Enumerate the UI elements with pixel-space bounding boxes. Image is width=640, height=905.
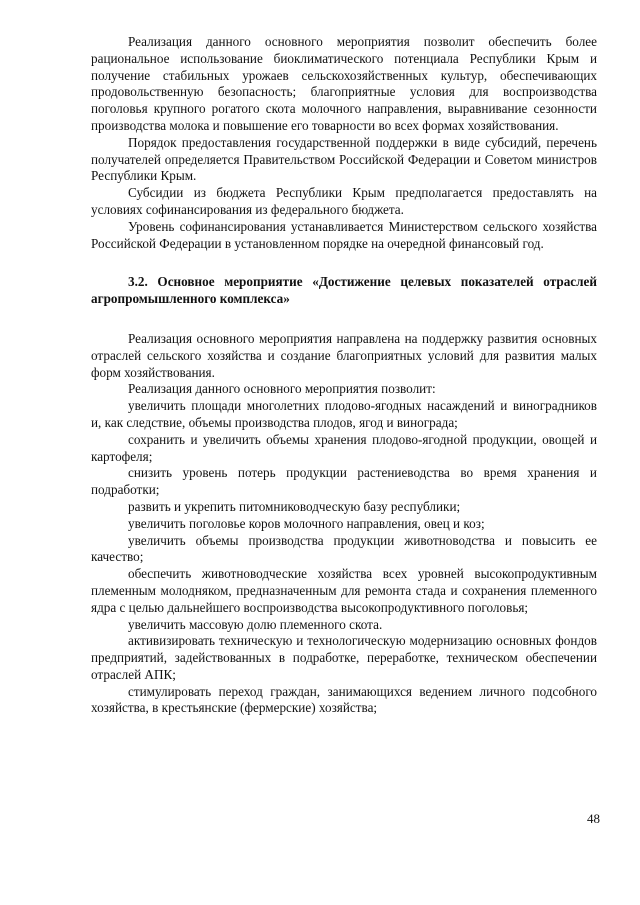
list-item: развить и укрепить питомниководческую базу республики;	[128, 498, 461, 514]
list-item: сохранить и увеличить объемы хранения плодово-ягодной продукции, овощей и картофеля;	[91, 431, 597, 464]
list-item: увеличить объемы производства продукции животноводства и повысить ее качество;	[91, 532, 597, 565]
list-item: обеспечить животноводческие хозяйства всех уровней высокопродуктивным племенным молодняком, предназначенным для ремонта стада и сохранения племенного ядра с целью дальнейшего воспроизводства высокопродуктивного поголовья;	[91, 566, 597, 615]
paragraph: Реализация данного основного мероприятия позволит обеспечить более рациональное использование биоклиматического потенциала Республики Крым и получение стабильных урожаев сельскохозяйственных культур, обеспечивающих продовольственную безопасность; благоприятные условия для воспроизводства поголовья крупного рогатого скота молочного направления, выравнивание сезонности производства молока и повышение его товарности во всех формах хозяйствования.	[91, 34, 597, 133]
document-body	[91, 34, 597, 717]
page-number: 48	[587, 811, 600, 826]
paragraph: Уровень софинансирования устанавливается Министерством сельского хозяйства Российской Федерации в установленном порядке на очередной финансовый год.	[91, 218, 597, 251]
section-heading: 3.2. Основное мероприятие «Достижение целевых показателей отраслей агропромышленного комплекса»	[91, 274, 597, 307]
list-item: стимулировать переход граждан, занимающихся ведением личного подсобного хозяйства, в крестьянские (фермерские) хозяйства;	[91, 683, 597, 716]
list-item: увеличить массовую долю племенного скота.	[128, 616, 383, 632]
paragraph: Реализация основного мероприятия направлена на поддержку развития основных отраслей сельского хозяйства и создание благоприятных условий для развития малых форм хозяйствования.	[91, 330, 597, 380]
paragraph: Субсидии из бюджета Республики Крым предполагается предоставлять на условиях софинансирования из федерального бюджета.	[91, 185, 597, 217]
list-item: увеличить поголовье коров молочного направления, овец и коз;	[128, 515, 485, 531]
list-item: активизировать техническую и технологическую модернизацию основных фондов предприятий, задействованных в подработке, переработке, техническом обеспечении отраслей АПК;	[91, 633, 597, 682]
list-item: увеличить площади многолетних плодово-ягодных насаждений и виноградников и, как следствие, объемы производства плодов, ягод и винограда;	[91, 398, 597, 430]
paragraph: Реализация данного основного мероприятия позволит:	[128, 381, 436, 397]
list-item: снизить уровень потерь продукции растениеводства во время хранения и подработки;	[91, 465, 597, 498]
paragraph: Порядок предоставления государственной поддержки в виде субсидий, перечень получателей определяется Правительством Российской Федерации и Советом министров Республики Крым.	[91, 134, 597, 184]
